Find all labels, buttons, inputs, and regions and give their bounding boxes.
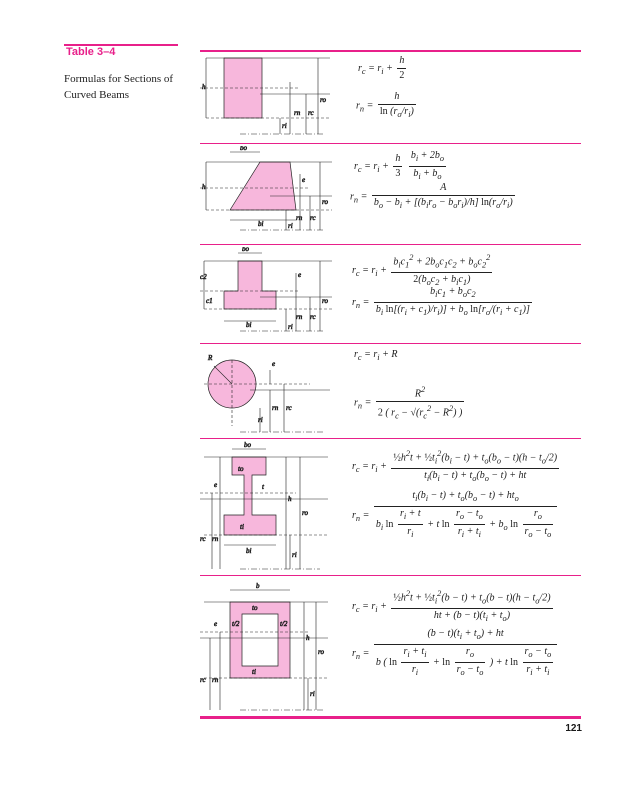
label-ro: ro [322,198,328,206]
section-divider [200,575,581,576]
label-ri: ri [292,551,297,559]
label-to: to [252,604,258,612]
label-b: b [256,582,260,590]
page-number: 121 [565,723,582,734]
label-e: e [214,481,218,489]
label-rc: rc [200,676,206,684]
label-e: e [272,360,276,368]
label-c1: c1 [206,297,213,305]
label-bo: bo [240,146,247,152]
section-divider [200,343,581,344]
label-bo: bo [244,441,251,449]
label-to: to [238,465,244,473]
label-e: e [298,271,302,279]
label-R: R [208,354,213,362]
label-rc: rc [310,313,316,321]
table-caption: Formulas for Sections of Curved Beams [64,73,174,101]
label-rc: rc [200,535,206,543]
label-c2: c2 [200,273,207,281]
label-t-half-left: t/2 [232,620,240,628]
label-ri: ri [282,122,287,130]
label-bi: bi [258,220,264,228]
section-divider [200,244,581,245]
figure-i-section [200,441,340,573]
formula-rn-2: $r_n$ = $\frac{A}{b_o - b_i + [(b_ir_o - b_or_i)/h] \ln(r_o/r_i)}$ [350,182,513,210]
label-h: h [288,495,292,503]
figure-circle-section [200,346,340,436]
label-bi: bi [246,321,252,329]
label-rc: rc [286,404,292,412]
formula-rn-3: $r_n$ = $\frac{b_ic_1 + b_oc_2}{b_i \ln[(r_i + c_1)/r_i)] + b_o \ln[r_o/(r_i + c_1)]}$ [352,286,530,317]
section-divider [200,438,581,439]
label-ri: ri [310,690,315,698]
formula-rc-3: $r_c = r_i$ + $\frac{b_ic_1^2 + 2b_oc_1c_2 + b_oc_2^2}{2(b_oc_2 + b_ic_1)}$ [352,253,491,288]
label-rn: rn [272,404,279,412]
label-ro: ro [318,648,324,656]
label-bo: bo [242,247,249,253]
formula-rn-5: $r_n$ = $t_i(b_i - t) + t_o(b_o - t) + ht_o$ $b_i$ ln $\frac{r_i + t}{r_i}$ + t ln $\frac{r_o - t_o}{r_i + t_i}$ + $b_o$ ln $\frac{r_o}{r_o - t_o}$ [352,490,559,541]
label-ro: ro [322,297,328,305]
label-ro: ro [320,96,326,104]
formula-rc-1: $r_c = r_i$ + $\frac{h}{2}$ [358,55,405,81]
label-rn: rn [294,109,301,117]
label-t-half-right: t/2 [280,620,288,628]
formula-rc-4: $r_c = r_i + R$ [354,349,398,362]
section-divider [200,143,581,144]
formula-rc-5: $r_c = r_i$ + $\frac{\frac{1}{2}h^2t + \frac{1}{2}t_i^2(b_i - t) + t_o(b_o - t)(h - t_o/2)}{t_i(b_i - t) + t_o(b_o - t) + ht}$ [352,449,558,484]
label-bi: bi [246,547,252,555]
formula-rc-6: $r_c = r_i$ + $\frac{\frac{1}{2}h^2t + \frac{1}{2}t_i^2(b - t) + t_o(b - t)(h - t_o/2)}{ht + (b - t)(t_i + t_o)}$ [352,589,551,624]
label-h: h [306,634,310,642]
figure-rectangle-section [200,52,340,142]
figure-box-section [200,582,340,714]
label-rc: rc [310,214,316,222]
label-rn: rn [296,214,303,222]
formula-rn-6: $r_n$ = $(b - t)(t_i + t_o)$ + ht b ( ln $\frac{r_i + t_i}{r_i}$ + ln $\frac{r_o}{r_o - t_o}$ ) + t ln $\frac{r_o - t_o}{r_i + t_i}$ [352,628,559,679]
label-ri: ri [288,222,293,230]
label-ro: ro [302,509,308,517]
formula-rn-1: $r_n$ = $\frac{h}{\ln (r_o/r_i)}$ [356,91,414,119]
label-rn: rn [212,535,219,543]
formula-rn-4: $r_n$ = $\frac{R^2}{2 ( r_c - √(r_c^2 - R^2) )}$ [354,385,463,421]
label-rn: rn [212,676,219,684]
formula-rc-2: $r_c = r_i$ + $\frac{h}{3}$ $\frac{b_i + 2b_o}{b_i + b_o}$ [354,150,445,181]
label-rc: rc [308,109,314,117]
label-ri: ri [288,323,293,331]
label-e: e [214,620,218,628]
label-ti: ti [240,523,244,531]
figure-trapezoid-section [200,146,340,236]
footer-rule [200,716,581,719]
label-h: h [202,183,206,191]
label-h: h [202,83,206,91]
label-ti: ti [252,668,256,676]
label-t: t [262,483,264,491]
label-ri: ri [258,416,263,424]
label-rn: rn [296,313,303,321]
label-e: e [302,176,306,184]
figure-t-section [200,247,340,337]
table-number: Table 3–4 [66,46,116,58]
